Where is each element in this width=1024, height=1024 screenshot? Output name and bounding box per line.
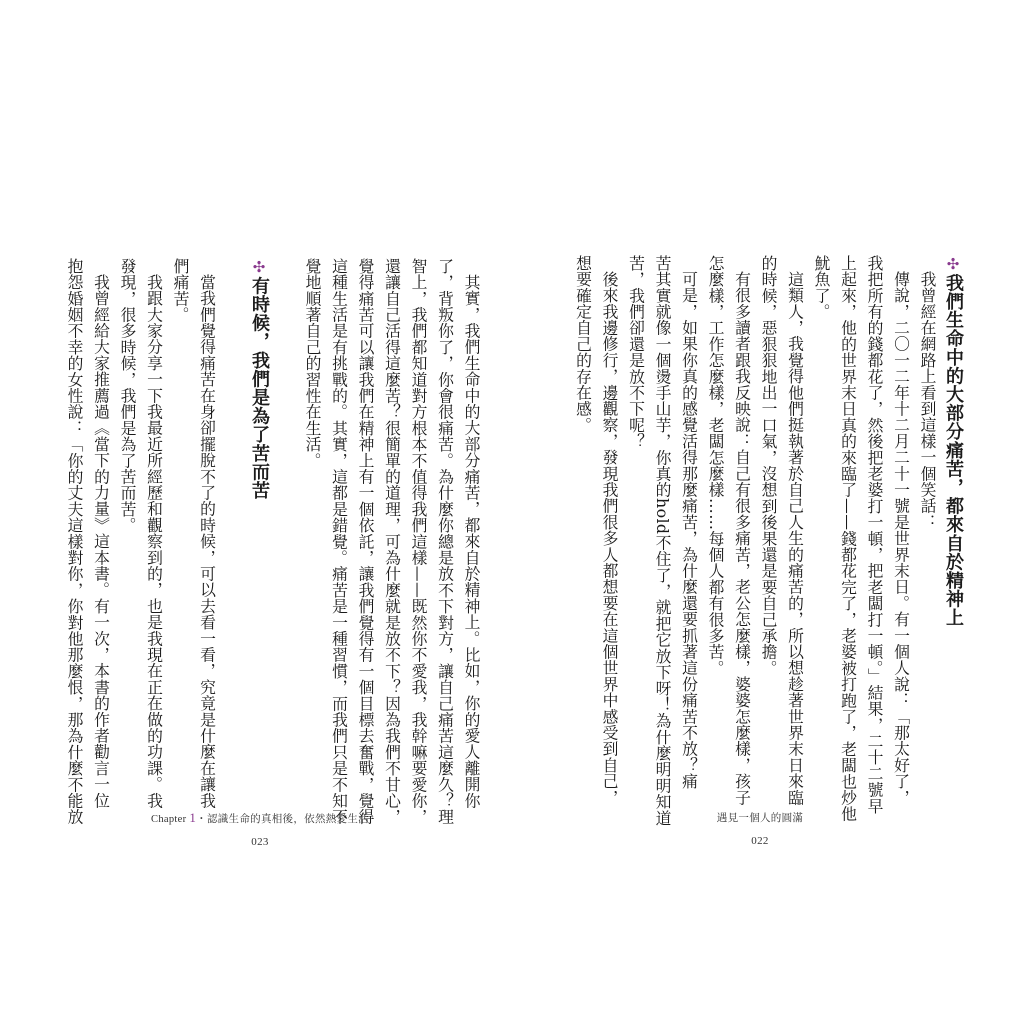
flower-icon: ✣ [250,258,268,277]
paragraph-line: 當我們覺得痛苦在身卻擺脫不了的時候，可以去看一看，究竟是什麼在讓我 [197,273,217,809]
paragraph-line: 抱怨婚姻不幸的女性說：「你的丈夫這樣對你，你對他那麼恨，那為什麼不能放 [65,258,84,825]
paragraph-line: 我曾經給大家推薦過《當下的力量》這本書。有一次，本書的作者勸言一位 [91,273,111,809]
paragraph-line: 們痛苦。 [171,258,190,323]
paragraph-line: 我曾經在網路上看到這樣一個笑話： [918,270,937,530]
paragraph-line: 上起來，他的世界末日真的來臨了——錢都花完了，老婆被打跑了，老闆也炒他 [838,255,858,822]
right-page-footer [650,810,870,847]
paragraph-line: 還讓自己活得這麼苦？很簡單的道理，可為什麼就是放不下？因為我們不甘心， [382,258,402,825]
chapter-label: Chapter [151,814,187,825]
right-page-heading: ✣我們生命中的大部分痛苦，都來自於精神上 [943,255,964,628]
page-number: 023 [251,836,269,848]
paragraph-line: 魷魚了。 [812,255,831,320]
paragraph-line: 有很多讀者跟我反映說：自己有很多痛苦，老公怎麼樣，婆婆怎麼樣，孩子 [732,270,752,806]
section-gap [220,258,247,748]
left-page-subheading: ✣有時候，我們是為了苦而苦 [249,258,270,500]
flower-icon: ✣ [944,255,962,274]
paragraph-line: 覺得痛苦可以讓我們在精神上有一個依託，讓我們覺得有一個目標去奮戰，覺得 [356,258,375,825]
paragraph-line: 我跟大家分享一下我最近所經歷和觀察到的，也是我現在正在做的功課。我 [144,273,164,809]
paragraph-line: 這類人，我覺得他們挺執著於自己人生的痛苦的，所以想趁著世界末日來臨 [785,270,805,806]
paragraph-line: 我把所有的錢都花了，然後把老婆打一頓，把老闆打一頓。」結果，二十二號早 [865,255,884,815]
paragraph-line: 了，背叛你了，你會很痛苦。為什麼你總是放不下對方，讓自己痛苦這麼久？理 [435,258,455,825]
paragraph-line: 智上，我們都知道對方根本不值得我們這樣——既然你不愛我，我幹嘛要愛你， [409,258,428,825]
page-number: 022 [751,835,769,847]
chapter-number: 1 [189,810,197,825]
paragraph-line: 怎麼樣，工作怎麼樣，老闆怎麼樣……每個人都有很多苦。 [706,255,725,677]
paragraph-line: 傳說，二〇一二年十二月二十一號是世界末日。有一個人說：「那太好了， [891,270,911,806]
paragraph-line: 其實，我們生命中的大部分痛苦，都來自於精神上。比如，你的愛人離開你 [462,273,481,809]
paragraph-line: 想要確定自己的存在感。 [573,255,593,434]
paragraph-line: 苦其實就像一個燙手山芋，你真的hold不住了，就把它放下呀！為什麼明明知道 [653,255,672,827]
paragraph-line: 的時候，惡狠狠地出一口氣，沒想到後果還是要自己承擔。 [759,255,778,677]
chapter-title: ・認識生命的真相後，依然熱愛生活 [196,814,369,825]
paragraph-line: 後來我邊修行，邊觀察，發現我們很多人都想要在這個世界中感受到自己， [600,270,619,806]
paragraph-line: 覺地順著自己的習性在生活。 [303,258,322,469]
section-gap [272,258,299,748]
paragraph-line: 發現，很多時候，我們是為了苦而苦。 [118,258,137,534]
book-title: 遇見一個人的圓滿 [716,813,804,824]
paragraph-line: 這種生活是有挑戰的。其實，這都是錯覺。痛苦是一種習慣，而我們只是不知不 [329,258,349,825]
paragraph-line: 苦，我們卻還是放不下呢？ [626,255,646,450]
left-page-footer [150,810,370,848]
paragraph-line: 可是，如果你真的感覺活得那麼痛苦，為什麼還要抓著這份痛苦不放？痛 [679,270,699,790]
